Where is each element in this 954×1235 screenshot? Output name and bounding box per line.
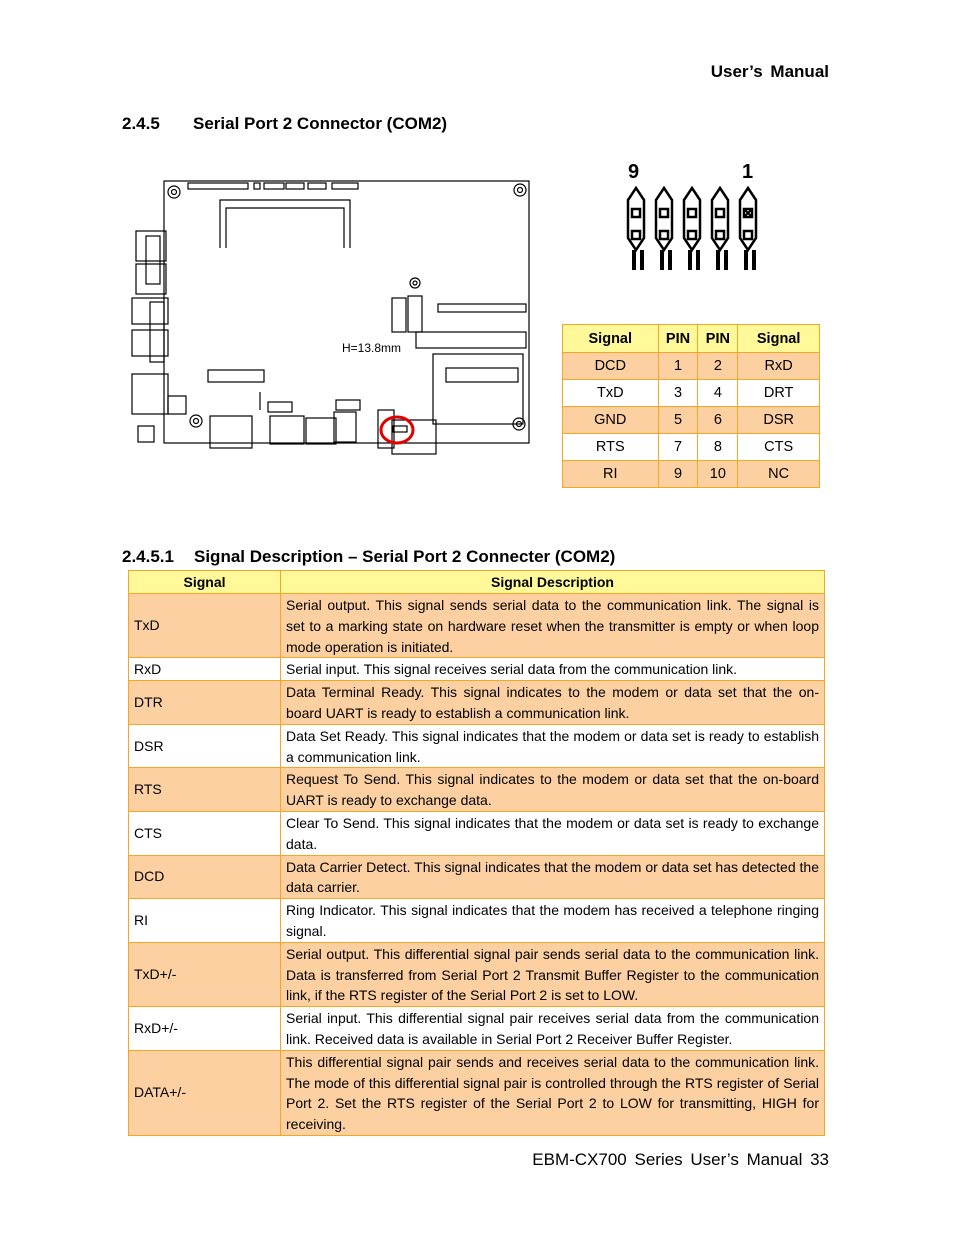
desc-table-row (129, 1050, 825, 1135)
signal-description-table (128, 570, 825, 1136)
page-footer: EBM-CX700 Series User’s Manual 33 (532, 1150, 829, 1169)
pin-cell: RTS (563, 434, 659, 461)
pin-table-header-cell: Signal (563, 325, 659, 353)
signal-name: RxD (129, 658, 281, 681)
pin-cell: DRT (738, 380, 820, 407)
pin-cell: 5 (658, 407, 698, 434)
pin-cell: 9 (658, 461, 698, 488)
subsection-number: 2.4.5.1 (122, 547, 174, 566)
pin-header-diagram (618, 158, 770, 278)
board-layout-diagram (128, 178, 532, 458)
signal-name: DATA+/- (129, 1050, 281, 1135)
pin-table-header (563, 325, 820, 353)
desc-table-row (129, 768, 825, 812)
pin-table-row (563, 380, 820, 407)
section-title: Serial Port 2 Connector (COM2) (193, 114, 448, 133)
signal-description: Ring Indicator. This signal indicates that the modem has received a telephone ringing signal. (281, 899, 825, 943)
signal-description: Serial output. This signal sends serial data to the communication link. The signal is set to a marking state on hardware reset when the transmitter is empty or when loop mode operation is initiated. (281, 594, 825, 658)
pin-table-row (563, 461, 820, 488)
pin-cell: 10 (698, 461, 738, 488)
signal-description: This differential signal pair sends and receives serial data to the communication link. The mode of this differential signal pair is controlled through the RTS register of Serial Port 2. Set the RTS register of the Serial Port 2 to LOW for transmitting, HIGH for receiving. (281, 1050, 825, 1135)
signal-description: Data Set Ready. This signal indicates that the modem or data set is ready to establish a communication link. (281, 724, 825, 768)
com2-highlight-circle (381, 417, 413, 443)
desc-table-row (129, 899, 825, 943)
signal-description: Data Terminal Ready. This signal indicates to the modem or data set that the on-board UART is ready to establish a communication link. (281, 681, 825, 725)
pin-table-header-cell: PIN (658, 325, 698, 353)
pin-cell: RI (563, 461, 659, 488)
desc-header-signal: Signal (129, 571, 281, 594)
section-number: 2.4.5 (122, 114, 160, 133)
desc-table-row (129, 811, 825, 855)
pin-cell: RxD (738, 353, 820, 380)
page-header-title: User’s Manual (710, 62, 829, 81)
pin-label-1: 1 (742, 161, 754, 183)
desc-table-row (129, 594, 825, 658)
pin-cell: 2 (698, 353, 738, 380)
pin-cell: DCD (563, 353, 659, 380)
signal-description: Serial input. This signal receives serial data from the communication link. (281, 658, 825, 681)
signal-name: RTS (129, 768, 281, 812)
pin-label-9: 9 (628, 161, 640, 183)
signal-name: DSR (129, 724, 281, 768)
pin-cell: 3 (658, 380, 698, 407)
signal-name: DCD (129, 855, 281, 899)
signal-name: TxD+/- (129, 942, 281, 1006)
subsection-heading (122, 547, 615, 567)
pin-cell: CTS (738, 434, 820, 461)
pin-cell: DSR (738, 407, 820, 434)
pin-cell: GND (563, 407, 659, 434)
desc-table-row (129, 1007, 825, 1051)
pin-cell: 8 (698, 434, 738, 461)
pin-cell: 7 (658, 434, 698, 461)
signal-name: RI (129, 899, 281, 943)
subsection-title: Signal Description – Serial Port 2 Connecter (COM2) (194, 547, 616, 566)
signal-name: RxD+/- (129, 1007, 281, 1051)
pin-assignment-table (562, 324, 820, 488)
desc-header-description: Signal Description (281, 571, 825, 594)
desc-table-header (129, 571, 825, 594)
height-label: H=13.8mm (342, 341, 402, 355)
pin-table-row (563, 353, 820, 380)
pin-cell: 4 (698, 380, 738, 407)
signal-name: DTR (129, 681, 281, 725)
section-heading (122, 114, 447, 134)
signal-name: CTS (129, 811, 281, 855)
desc-table-row (129, 855, 825, 899)
pin-table-row (563, 434, 820, 461)
signal-name: TxD (129, 594, 281, 658)
desc-table-row (129, 942, 825, 1006)
signal-description: Request To Send. This signal indicates to the modem or data set that the on-board UART is ready to exchange data. (281, 768, 825, 812)
signal-description: Data Carrier Detect. This signal indicates that the modem or data set has detected the data carrier. (281, 855, 825, 899)
pin-table-row (563, 407, 820, 434)
desc-table-row (129, 681, 825, 725)
desc-table-row (129, 724, 825, 768)
pin-cell: 6 (698, 407, 738, 434)
signal-description: Serial output. This differential signal pair sends serial data to the communication link. Data is transferred from Serial Port 2 Transmit Buffer Register to the communication link, if the RTS register of the Serial Port 2 is set to LOW. (281, 942, 825, 1006)
pin-cell: 1 (658, 353, 698, 380)
pin-cell: NC (738, 461, 820, 488)
signal-description: Serial input. This differential signal pair receives serial data from the communication link. Received data is available in Serial Port 2 Receiver Buffer Register. (281, 1007, 825, 1051)
pin-table-header-cell: Signal (738, 325, 820, 353)
pin-cell: TxD (563, 380, 659, 407)
signal-description: Clear To Send. This signal indicates that the modem or data set is ready to exchange data. (281, 811, 825, 855)
pin-table-header-cell: PIN (698, 325, 738, 353)
desc-table-row (129, 658, 825, 681)
